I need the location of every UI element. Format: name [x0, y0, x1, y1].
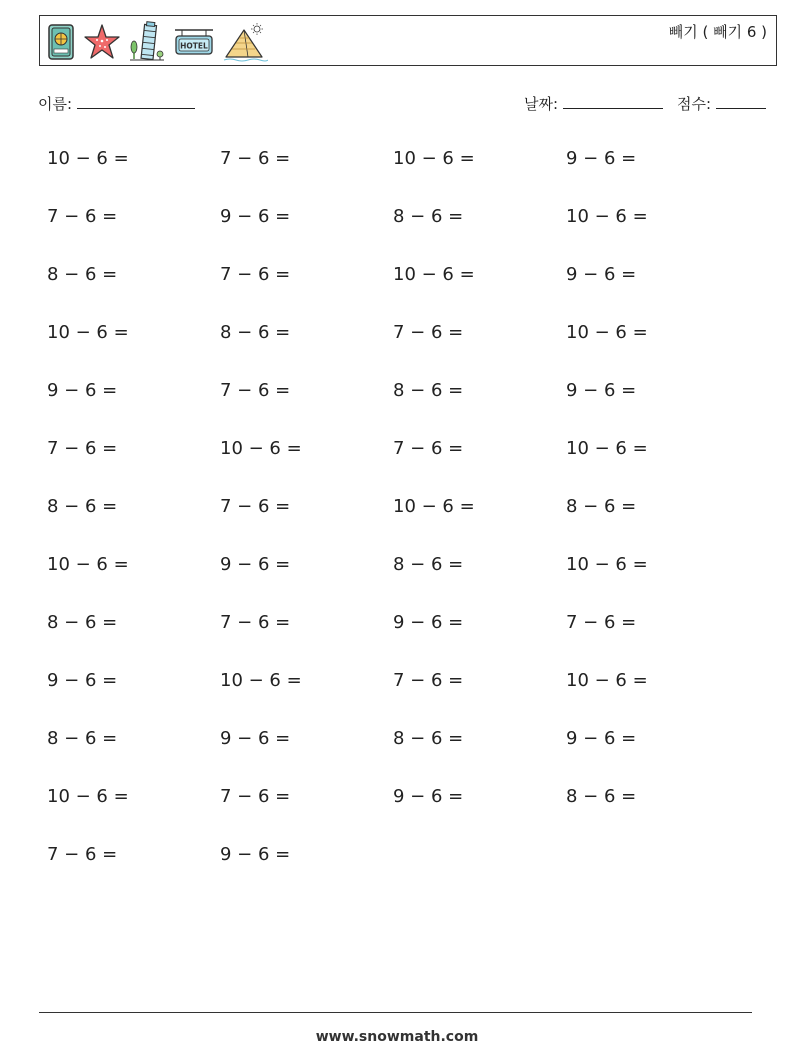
hotel-sign-icon — [172, 22, 216, 62]
starfish-icon — [82, 22, 122, 62]
problem-item: 9 − 6 = — [47, 380, 118, 401]
date-field — [524, 93, 663, 114]
passport-icon — [46, 22, 76, 62]
problem-item: 9 − 6 = — [566, 148, 637, 169]
date-blank[interactable] — [563, 94, 663, 109]
problem-item: 9 − 6 = — [566, 380, 637, 401]
problem-item: 9 − 6 = — [393, 612, 464, 633]
problem-item: 10 − 6 = — [566, 670, 648, 691]
problem-item: 10 − 6 = — [393, 148, 475, 169]
problem-item: 10 − 6 = — [220, 670, 302, 691]
problem-item: 10 − 6 = — [393, 496, 475, 517]
problem-item: 8 − 6 = — [393, 554, 464, 575]
worksheet-header — [39, 15, 777, 66]
problem-item: 9 − 6 = — [566, 264, 637, 285]
problem-item: 9 − 6 = — [47, 670, 118, 691]
problem-item: 7 − 6 = — [220, 612, 291, 633]
footer-divider — [39, 1012, 752, 1013]
score-field — [677, 93, 766, 114]
problem-item: 8 − 6 = — [393, 728, 464, 749]
problem-item: 10 − 6 = — [566, 322, 648, 343]
problem-item: 9 − 6 = — [220, 844, 291, 865]
problem-item: 7 − 6 = — [220, 496, 291, 517]
pyramid-icon — [222, 21, 268, 63]
problem-item: 7 − 6 = — [393, 670, 464, 691]
problem-item: 7 − 6 = — [47, 844, 118, 865]
problem-item: 9 − 6 = — [220, 554, 291, 575]
footer-website: www.snowmath.com — [315, 1029, 479, 1045]
problem-item: 7 − 6 = — [220, 264, 291, 285]
name-field — [38, 93, 195, 114]
date-label: 날짜: — [524, 95, 559, 113]
problem-item: 7 − 6 = — [566, 612, 637, 633]
problem-item: 9 − 6 = — [566, 728, 637, 749]
problem-item: 7 − 6 = — [220, 148, 291, 169]
name-label: 이름: — [38, 95, 73, 113]
svg-text:HOTEL: HOTEL — [180, 41, 208, 51]
problem-item: 8 − 6 = — [47, 264, 118, 285]
leaning-tower-icon — [128, 21, 166, 63]
problem-item: 10 − 6 = — [566, 206, 648, 227]
problem-item: 7 − 6 = — [47, 206, 118, 227]
name-blank[interactable] — [77, 94, 195, 109]
problem-item: 7 − 6 = — [220, 380, 291, 401]
problem-item: 10 − 6 = — [47, 786, 129, 807]
problem-item: 7 − 6 = — [393, 322, 464, 343]
problem-item: 10 − 6 = — [47, 322, 129, 343]
problem-item: 9 − 6 = — [393, 786, 464, 807]
problem-item: 7 − 6 = — [47, 438, 118, 459]
problem-item: 8 − 6 = — [47, 496, 118, 517]
problem-item: 10 − 6 = — [47, 554, 129, 575]
problem-item: 8 − 6 = — [47, 612, 118, 633]
problem-item: 10 − 6 = — [566, 438, 648, 459]
problem-item: 8 − 6 = — [47, 728, 118, 749]
problem-item: 8 − 6 = — [566, 786, 637, 807]
problem-item: 10 − 6 = — [393, 264, 475, 285]
problem-item: 9 − 6 = — [220, 728, 291, 749]
problem-item: 10 − 6 = — [47, 148, 129, 169]
problem-item: 8 − 6 = — [393, 380, 464, 401]
problem-item: 8 − 6 = — [220, 322, 291, 343]
problem-item: 8 − 6 = — [393, 206, 464, 227]
score-blank[interactable] — [716, 94, 766, 109]
problem-item: 10 − 6 = — [566, 554, 648, 575]
header-icons — [46, 20, 268, 64]
worksheet-title: 빼기 ( 빼기 6 ) — [668, 23, 767, 41]
problem-item: 9 − 6 = — [220, 206, 291, 227]
problem-item: 8 − 6 = — [566, 496, 637, 517]
problem-item: 7 − 6 = — [393, 438, 464, 459]
score-label: 점수: — [677, 95, 712, 113]
problem-item: 7 − 6 = — [220, 786, 291, 807]
problem-item: 10 − 6 = — [220, 438, 302, 459]
